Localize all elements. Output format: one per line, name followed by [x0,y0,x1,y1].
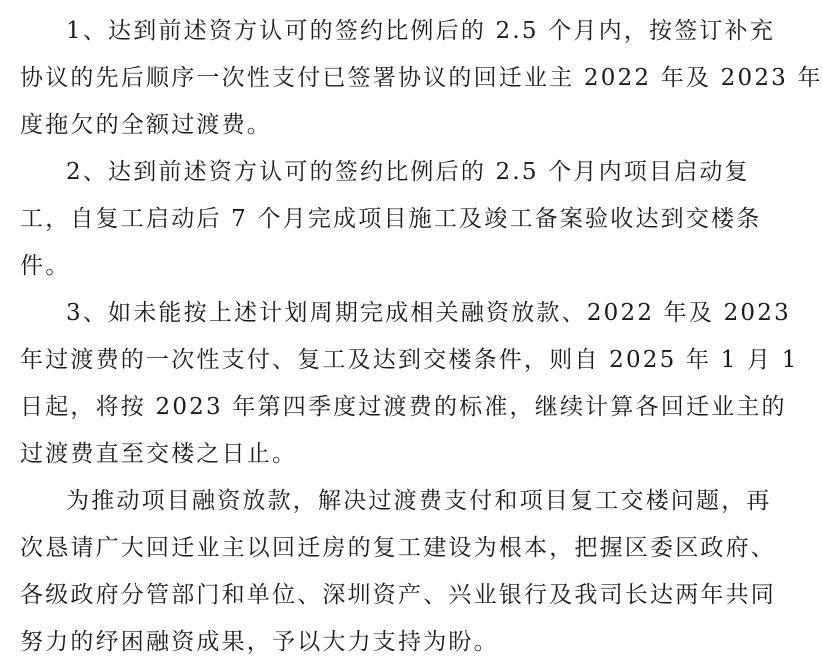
paragraph-3-line-4: 过渡费直至交楼之日止。 [20,441,298,467]
paragraph-2-line-1: 2、达到前述资方认可的签约比例后的 2.5 个月内项目启动复 [66,159,750,185]
paragraph-2 [20,149,762,290]
paragraph-1-line-3: 度拖欠的全额过渡费。 [20,112,272,138]
paragraph-4-line-3: 各级政府分管部门和单位、深圳资产、兴业银行及我司长达两年共同 [20,582,776,608]
paragraph-3-line-2: 年过渡费的一次性支付、复工及达到交楼条件，则自 2025 年 1 月 1 [20,347,799,373]
paragraph-1 [20,8,823,149]
paragraph-3-line-3: 日起，将按 2023 年第四季度过渡费的标准，继续计算各回迁业主的 [20,394,787,420]
paragraph-2-line-2: 工，自复工启动后 7 个月完成项目施工及竣工备案验收达到交楼条 [20,206,762,232]
paragraph-4 [20,478,776,666]
paragraph-1-line-2: 协议的先后顺序一次性支付已签署协议的回迁业主 2022 年及 2023 年 [20,65,823,91]
paragraph-3 [20,290,799,478]
paragraph-4-line-4: 努力的纾困融资成果，予以大力支持为盼。 [20,629,499,655]
paragraph-2-line-3: 件。 [20,253,71,279]
paragraph-4-line-1: 为推动项目融资放款，解决过渡费支付和项目复工交楼问题，再 [66,488,772,514]
paragraph-1-line-1: 1、达到前述资方认可的签约比例后的 2.5 个月内，按签订补充 [66,18,776,44]
paragraph-4-line-2: 次恳请广大回迁业主以回迁房的复工建设为根本，把握区委区政府、 [20,535,776,561]
paragraph-3-line-1: 3、如未能按上述计划周期完成相关融资放款、2022 年及 2023 [66,300,791,326]
